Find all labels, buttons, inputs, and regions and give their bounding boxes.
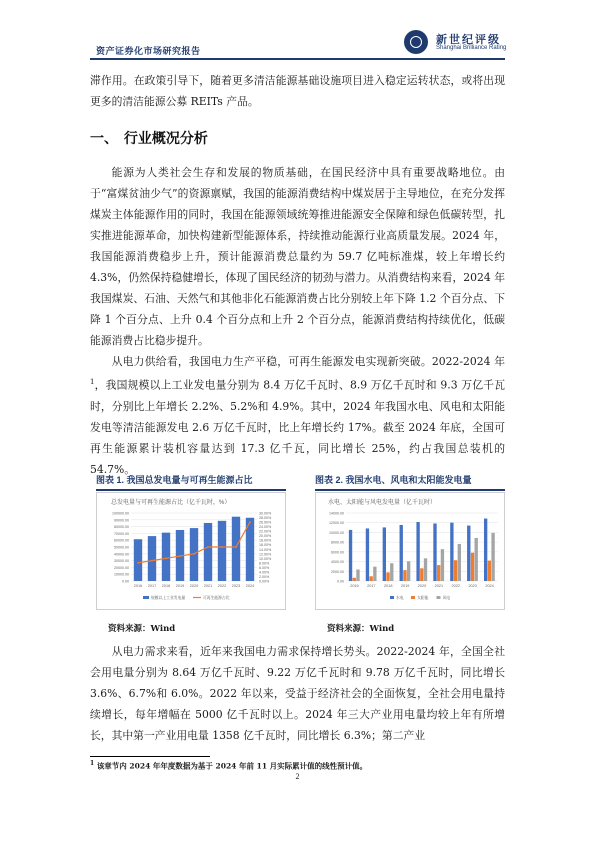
chart2-ytick: 0.00: [337, 579, 344, 584]
chart2-bar-太阳能-2021: [437, 565, 440, 581]
chart2-ytick: 10000.00: [329, 530, 344, 535]
chart2-bar-水电-2018: [383, 527, 386, 581]
chart1-bar-2017: [148, 536, 156, 581]
chart1-bar-2023: [232, 517, 240, 581]
paragraph-power-supply: [90, 351, 505, 480]
chart2-legend-label-2: 风电: [442, 596, 451, 600]
chart1-ytick-right: 0.00%: [259, 579, 270, 584]
chart2-xtick: 2018: [383, 584, 393, 588]
chart1-ytick-right: 8.00%: [259, 561, 270, 566]
chart2-bar-太阳能-2024: [488, 561, 491, 581]
chart1-point-2021: [207, 546, 209, 548]
chart1-point-2016: [137, 562, 139, 564]
chart1-ytick-right: 28.00%: [259, 516, 272, 521]
chart2-bar-风电-2022: [458, 544, 461, 581]
chart1-ytick-right: 14.00%: [259, 547, 272, 552]
chart1-xtick: 2022: [217, 584, 227, 588]
chart2-ytick: 12000.00: [329, 521, 344, 526]
paragraph-energy-overview: 能源为人类社会生存和发展的物质基础，在国民经济中具有重要战略地位。由于“富煤贫油少气”的资源禀赋，我国的能源消费结构中煤炭居于主导地位，在充分发挥煤炭主体能源作用的同时，我国在能源领域统筹推进能源安全保障和绿色低碳转型，扎实推进能源革命，加快构建新型能源体系，持续推动能源行业高质量发展。2024 年，我国能源消费稳步上升，预计能源消费总量约为 59.7 亿吨标准煤，较上年增长约 4.3%，仍然保持稳健增长，体现了国民经济的韧劲与潜力。从消费结构来看，2024 年我国煤炭、石油、天然气和其他非化石能源消费占比分别较上年下降 1.2 个百分点、下降 1 个百分点、上升 0.4 个百分点和上升 2 个百分点，能源消费结构持续优化，低碳能源消费占比稳步提升。: [90, 166, 505, 347]
chart-total-generation: [96, 492, 286, 610]
paragraph-power-demand: 从电力需求来看，近年来我国电力需求保持增长势头。2022-2024 年，全国全社会用电量分别为 8.64 万亿千瓦时、9.22 万亿千瓦时和 9.78 万亿千瓦时，同比增长 3.6%、6.7%和 6.0%。2022 年以来，受益于经济社会的全面恢复，全社会用电量持续增长，每年增幅在 5000 亿千瓦时以上。2024 年三大产业用电量均较上年有所增长，其中第一产业用电量 1358 亿千瓦时，同比增长 6.3%；第二产业: [90, 645, 505, 742]
chart1-point-2024: [249, 521, 251, 523]
chart2-xtick: 2019: [400, 584, 410, 588]
chart1-ytick-right: 6.00%: [259, 565, 270, 570]
chart1-xtick: 2018: [161, 584, 171, 588]
report-series-title: 资产证券化市场研究报告: [96, 46, 201, 56]
chart1-xtick: 2016: [133, 584, 143, 588]
chart1-bar-2021: [204, 523, 212, 581]
chart2-bar-风电-2023: [475, 538, 478, 581]
figure1-caption: 图表 1. 我国总发电量与可再生能源占比: [96, 475, 253, 485]
chart2-legend-label-1: 太阳能: [417, 596, 429, 600]
chart1-point-2018: [165, 557, 167, 559]
chart1-ytick-left: 50000.00: [114, 545, 129, 550]
chart1-ytick-right: 2.00%: [259, 574, 270, 579]
footnote-text: 该章节内 2024 年年度数据为基于 2024 年前 11 月实际累计值的线性预计值。: [96, 761, 368, 771]
chart2-bar-水电-2017: [366, 528, 369, 581]
chart2-bar-太阳能-2020: [420, 568, 423, 581]
chart1-bar-2022: [218, 521, 226, 581]
chart2-ytick: 8000.00: [331, 540, 344, 545]
chart1-point-2020: [193, 553, 195, 555]
chart2-legend-swatch-0: [390, 596, 394, 599]
chart2-bar-风电-2024: [491, 533, 494, 581]
chart1-ytick-left: 70000.00: [114, 531, 129, 536]
chart1-ytick-right: 30.00%: [259, 511, 272, 516]
footnote: [90, 760, 367, 772]
footnote-mark: 1: [90, 760, 95, 767]
chart2-bar-水电-2019: [400, 525, 403, 581]
chart2-xtick: 2024: [485, 584, 494, 588]
chart2-xtick: 2017: [367, 584, 376, 588]
chart2-bar-太阳能-2022: [454, 560, 457, 581]
chart1-xtick: 2023: [231, 584, 241, 588]
chart2-svg: [316, 493, 504, 609]
chart1-point-2017: [151, 560, 153, 562]
chart1-ytick-right: 26.00%: [259, 520, 272, 525]
chart1-ytick-right: 12.00%: [259, 552, 272, 557]
figure1-source: 资料来源：Wind: [108, 624, 176, 634]
footnote-ref[interactable]: 1: [90, 378, 95, 386]
logo-chinese-name: 新世纪评级: [436, 33, 501, 46]
chart1-ytick-right: 4.00%: [259, 570, 270, 575]
chart1-ytick-left: 100000.00: [112, 511, 129, 516]
chart1-ytick-right: 10.00%: [259, 556, 272, 561]
chart1-xtick: 2017: [147, 584, 157, 588]
chart1-ytick-right: 22.00%: [259, 529, 272, 534]
chart2-bar-风电-2019: [407, 561, 410, 581]
chart2-bar-水电-2021: [433, 523, 436, 581]
chart1-ytick-left: 40000.00: [114, 552, 129, 557]
chart1-xtick: 2024: [245, 584, 255, 588]
chart1-ytick-right: 16.00%: [259, 543, 272, 548]
chart2-legend-swatch-2: [437, 596, 441, 599]
chart1-ytick-right: 18.00%: [259, 538, 272, 543]
paragraph-continuation: 滞作用。在政策引导下，随着更多清洁能源基础设施项目进入稳定运转状态，或将出现更多的清洁能源公募 REITs 产品。: [90, 74, 505, 108]
chart1-ytick-left: 80000.00: [114, 525, 129, 530]
chart1-point-2019: [179, 555, 181, 557]
brand-logo: [404, 30, 524, 58]
section-number: 一、: [90, 130, 118, 146]
chart1-ytick-left: 90000.00: [114, 518, 129, 523]
chart2-ytick: 14000.00: [329, 511, 344, 516]
chart1-point-2022: [221, 546, 223, 548]
chart1-ytick-right: 24.00%: [259, 525, 272, 530]
chart1-svg: [97, 493, 285, 609]
chart2-bar-水电-2016: [349, 530, 352, 581]
chart2-xtick: 2023: [468, 584, 477, 588]
chart1-xtick: 2019: [175, 584, 185, 588]
chart2-bar-水电-2024: [484, 519, 487, 581]
chart2-bar-水电-2022: [450, 523, 453, 581]
chart1-ytick-left: 0.00: [122, 579, 129, 584]
chart1-bar-2016: [134, 539, 142, 581]
chart2-xtick: 2020: [417, 584, 427, 588]
section-heading: [90, 128, 208, 148]
paragraph-power-supply-part1: 从电力供给看，我国电力生产平稳，可再生能源发电实现新突破。2022-2024 年: [111, 355, 505, 368]
chart2-bar-风电-2021: [441, 549, 444, 581]
chart2-bar-太阳能-2017: [369, 576, 372, 581]
paragraph-power-supply-part2: ，我国规模以上工业发电量分别为 8.4 万亿千瓦时、8.9 万亿千瓦时和 9.3 万亿千瓦时，分别比上年增长 2.2%、5.2%和 4.9%。其中，2024 年我国水电、风电和太阳能发电等清洁能源发电 2.6 万亿千瓦时，比上年增长约 17%。截至 2024 年底，全国可再生能源累计装机容量达到 17.3 亿千瓦，同比增长 25%，约占我国总装机的 54.7%。: [90, 378, 505, 476]
chart2-legend-label-0: 水电: [396, 596, 404, 600]
chart1-bar-2018: [162, 533, 170, 581]
logo-emblem-icon: [404, 30, 428, 54]
chart2-xtick: 2022: [451, 584, 461, 588]
page-number: 2: [295, 772, 300, 781]
chart1-ytick-left: 60000.00: [114, 538, 129, 543]
figure1-caption-rule: [96, 489, 286, 491]
chart2-xtick: 2021: [434, 584, 444, 588]
chart2-bar-风电-2018: [390, 563, 393, 581]
footnote-divider: [90, 756, 210, 757]
chart2-bar-太阳能-2023: [471, 553, 474, 581]
chart1-xtick: 2020: [189, 584, 199, 588]
chart1-legend-line: 可再生能源占比: [203, 596, 230, 600]
chart-hydro-solar-wind: [315, 492, 505, 610]
chart1-ytick-left: 30000.00: [114, 559, 129, 564]
chart1-point-2023: [235, 546, 237, 548]
chart1-legend-bar: 规模以上工业发电量: [151, 596, 186, 600]
chart2-bar-风电-2020: [424, 558, 427, 581]
chart1-ytick-left: 10000.00: [114, 572, 129, 577]
chart1-legend-swatch-bar: [143, 596, 149, 599]
logo-english-name: Shanghai Brilliance Rating: [436, 45, 507, 51]
chart2-legend-swatch-1: [411, 596, 415, 599]
chart2-ytick: 6000.00: [331, 550, 344, 555]
chart2-bar-太阳能-2019: [403, 570, 406, 581]
chart2-bar-风电-2016: [356, 569, 359, 581]
chart1-ytick-left: 20000.00: [114, 565, 129, 570]
figure2-caption-rule: [315, 489, 505, 491]
chart2-title: 水电、太阳能与风电发电量（亿千瓦时）: [328, 500, 437, 506]
chart2-bar-风电-2017: [373, 567, 376, 581]
section-title: 行业概况分析: [123, 130, 208, 146]
chart2-xtick: 2016: [350, 584, 359, 588]
chart1-xtick: 2021: [203, 584, 213, 588]
figure2-caption: 图表 2. 我国水电、风电和太阳能发电量: [315, 475, 472, 485]
chart2-bar-水电-2020: [416, 522, 419, 581]
chart2-ytick: 2000.00: [331, 569, 344, 574]
chart1-ytick-right: 20.00%: [259, 534, 272, 539]
chart1-title: 总发电量与可再生能源占比（亿千瓦时，%）: [111, 500, 231, 506]
chart2-ytick: 4000.00: [331, 560, 344, 565]
header-divider: [90, 58, 505, 60]
figure2-source: 资料来源：Wind: [327, 624, 395, 634]
chart2-bar-太阳能-2016: [353, 578, 356, 581]
chart2-bar-太阳能-2018: [386, 572, 389, 581]
chart2-bar-水电-2023: [467, 526, 470, 581]
